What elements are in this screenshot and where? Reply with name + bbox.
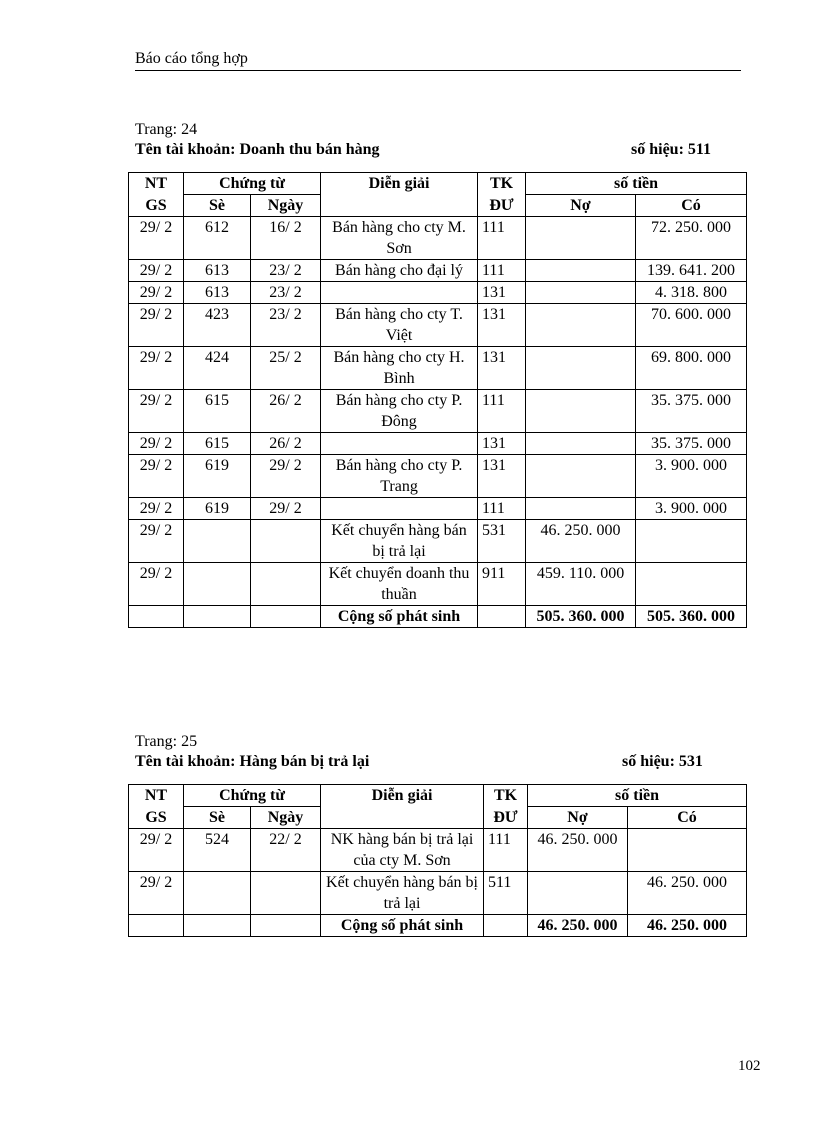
col-co: Có <box>636 195 747 217</box>
cell-tk: 131 <box>478 304 526 347</box>
cell-tk: 131 <box>478 282 526 304</box>
col-ngay: Ngày <box>251 807 321 829</box>
cell-co: 3. 900. 000 <box>636 498 747 520</box>
col-nt: NT <box>129 785 184 807</box>
cell-tk: 111 <box>478 498 526 520</box>
ledger-section-531 <box>128 732 747 937</box>
cell-so <box>184 915 251 937</box>
cell-dien-giai: Bán hàng cho cty P. Đông <box>321 390 478 433</box>
cell-nt: 29/ 2 <box>129 563 184 606</box>
cell-no <box>526 260 636 282</box>
table-row <box>129 433 747 455</box>
cell-nt: 29/ 2 <box>129 872 184 915</box>
col-so-tien: số tiền <box>526 173 747 195</box>
cell-dien-giai: Bán hàng cho cty T. Việt <box>321 304 478 347</box>
cell-ngay: 29/ 2 <box>251 455 321 498</box>
col-dien-giai: Diễn giải <box>321 173 478 217</box>
cell-dien-giai: Kết chuyển doanh thu thuần <box>321 563 478 606</box>
total-co: 46. 250. 000 <box>628 915 747 937</box>
cell-so: 619 <box>184 498 251 520</box>
ledger-table <box>128 172 747 628</box>
page-label: Trang: 25 <box>135 733 198 750</box>
total-label: Cộng số phát sinh <box>321 915 484 937</box>
total-no: 46. 250. 000 <box>528 915 628 937</box>
cell-co: 46. 250. 000 <box>628 872 747 915</box>
page-label: Trang: 24 <box>135 121 198 138</box>
table-row <box>129 304 747 347</box>
cell-dien-giai <box>321 498 478 520</box>
cell-no <box>526 455 636 498</box>
cell-dien-giai: NK hàng bán bị trả lại của cty M. Sơn <box>321 829 484 872</box>
cell-so: 613 <box>184 282 251 304</box>
col-so: Sè <box>184 807 251 829</box>
cell-co: 35. 375. 000 <box>636 433 747 455</box>
cell-no: 459. 110. 000 <box>526 563 636 606</box>
cell-so <box>184 520 251 563</box>
table-row <box>129 872 747 915</box>
cell-dien-giai: Bán hàng cho cty M. Sơn <box>321 217 478 260</box>
cell-dien-giai: Bán hàng cho cty H. Bình <box>321 347 478 390</box>
cell-so: 612 <box>184 217 251 260</box>
cell-ngay: 22/ 2 <box>251 829 321 872</box>
cell-nt: 29/ 2 <box>129 347 184 390</box>
cell-ngay: 16/ 2 <box>251 217 321 260</box>
cell-ngay: 26/ 2 <box>251 390 321 433</box>
cell-no <box>526 304 636 347</box>
cell-co: 72. 250. 000 <box>636 217 747 260</box>
report-header <box>135 50 741 71</box>
cell-no <box>526 498 636 520</box>
cell-dien-giai: Kết chuyển hàng bán bị trả lại <box>321 872 484 915</box>
col-gs: GS <box>129 195 184 217</box>
total-row <box>129 606 747 628</box>
cell-tk: 111 <box>478 217 526 260</box>
col-du: ĐƯ <box>484 807 528 829</box>
cell-no <box>526 217 636 260</box>
account-code: số hiệu: 511 <box>631 141 712 158</box>
cell-nt: 29/ 2 <box>129 304 184 347</box>
table-body <box>129 217 747 628</box>
table-row <box>129 829 747 872</box>
cell-dien-giai: Bán hàng cho cty P. Trang <box>321 455 478 498</box>
cell-so <box>184 563 251 606</box>
cell-co: 3. 900. 000 <box>636 455 747 498</box>
col-chung-tu: Chứng từ <box>184 785 321 807</box>
cell-co: 69. 800. 000 <box>636 347 747 390</box>
cell-tk: 911 <box>478 563 526 606</box>
cell-ngay <box>251 872 321 915</box>
col-tk: TK <box>484 785 528 807</box>
page-number: 102 <box>738 1058 761 1074</box>
table-row <box>129 347 747 390</box>
total-row <box>129 915 747 937</box>
account-line <box>135 140 747 162</box>
cell-nt <box>129 606 184 628</box>
table-row <box>129 498 747 520</box>
col-so: Sè <box>184 195 251 217</box>
cell-ngay <box>251 915 321 937</box>
table-row <box>129 282 747 304</box>
col-so-tien: số tiền <box>528 785 747 807</box>
col-dien-giai: Diễn giải <box>321 785 484 829</box>
cell-nt: 29/ 2 <box>129 260 184 282</box>
cell-so: 615 <box>184 433 251 455</box>
cell-so <box>184 872 251 915</box>
cell-tk <box>478 606 526 628</box>
table-row <box>129 520 747 563</box>
cell-so: 524 <box>184 829 251 872</box>
cell-dien-giai <box>321 433 478 455</box>
cell-ngay: 29/ 2 <box>251 498 321 520</box>
cell-nt: 29/ 2 <box>129 498 184 520</box>
cell-so: 423 <box>184 304 251 347</box>
col-ngay: Ngày <box>251 195 321 217</box>
cell-so: 615 <box>184 390 251 433</box>
cell-no <box>528 872 628 915</box>
cell-ngay: 25/ 2 <box>251 347 321 390</box>
ledger-table <box>128 784 747 937</box>
cell-nt: 29/ 2 <box>129 455 184 498</box>
table-row <box>129 260 747 282</box>
cell-ngay <box>251 520 321 563</box>
cell-so: 613 <box>184 260 251 282</box>
cell-no <box>526 347 636 390</box>
cell-no <box>526 390 636 433</box>
col-no: Nợ <box>528 807 628 829</box>
table-body <box>129 829 747 937</box>
table-row <box>129 563 747 606</box>
total-no: 505. 360. 000 <box>526 606 636 628</box>
col-chung-tu: Chứng từ <box>184 173 321 195</box>
cell-co <box>636 520 747 563</box>
table-row <box>129 390 747 433</box>
cell-tk: 531 <box>478 520 526 563</box>
cell-co: 139. 641. 200 <box>636 260 747 282</box>
cell-co <box>636 563 747 606</box>
cell-dien-giai <box>321 282 478 304</box>
cell-tk <box>484 915 528 937</box>
cell-ngay: 23/ 2 <box>251 260 321 282</box>
total-co: 505. 360. 000 <box>636 606 747 628</box>
table-head <box>129 785 747 829</box>
cell-no <box>526 282 636 304</box>
cell-tk: 111 <box>484 829 528 872</box>
col-du: ĐƯ <box>478 195 526 217</box>
col-co: Có <box>628 807 747 829</box>
account-name: Tên tài khoản: Doanh thu bán hàng <box>135 141 380 158</box>
cell-tk: 511 <box>484 872 528 915</box>
cell-nt: 29/ 2 <box>129 520 184 563</box>
cell-no: 46. 250. 000 <box>528 829 628 872</box>
col-tk: TK <box>478 173 526 195</box>
col-nt: NT <box>129 173 184 195</box>
table-row <box>129 217 747 260</box>
total-label: Cộng số phát sinh <box>321 606 478 628</box>
cell-dien-giai: Bán hàng cho đại lý <box>321 260 478 282</box>
cell-nt: 29/ 2 <box>129 433 184 455</box>
col-no: Nợ <box>526 195 636 217</box>
cell-tk: 131 <box>478 347 526 390</box>
account-line <box>135 752 747 774</box>
cell-co <box>628 829 747 872</box>
cell-tk: 131 <box>478 455 526 498</box>
table-head <box>129 173 747 217</box>
cell-co: 70. 600. 000 <box>636 304 747 347</box>
cell-no <box>526 433 636 455</box>
cell-co: 4. 318. 800 <box>636 282 747 304</box>
cell-nt: 29/ 2 <box>129 282 184 304</box>
cell-so: 424 <box>184 347 251 390</box>
cell-so: 619 <box>184 455 251 498</box>
cell-ngay <box>251 606 321 628</box>
cell-so <box>184 606 251 628</box>
cell-ngay: 26/ 2 <box>251 433 321 455</box>
cell-co: 35. 375. 000 <box>636 390 747 433</box>
account-name: Tên tài khoản: Hàng bán bị trả lại <box>135 753 370 770</box>
cell-nt: 29/ 2 <box>129 829 184 872</box>
cell-tk: 131 <box>478 433 526 455</box>
cell-ngay <box>251 563 321 606</box>
cell-nt: 29/ 2 <box>129 390 184 433</box>
ledger-section-511 <box>128 120 747 628</box>
cell-nt <box>129 915 184 937</box>
cell-dien-giai: Kết chuyển hàng bán bị trả lại <box>321 520 478 563</box>
table-row <box>129 455 747 498</box>
cell-ngay: 23/ 2 <box>251 282 321 304</box>
cell-ngay: 23/ 2 <box>251 304 321 347</box>
account-code: số hiệu: 531 <box>622 753 703 770</box>
col-gs: GS <box>129 807 184 829</box>
cell-tk: 111 <box>478 390 526 433</box>
cell-nt: 29/ 2 <box>129 217 184 260</box>
cell-tk: 111 <box>478 260 526 282</box>
cell-no: 46. 250. 000 <box>526 520 636 563</box>
report-title: Báo cáo tổng hợp <box>135 50 248 67</box>
